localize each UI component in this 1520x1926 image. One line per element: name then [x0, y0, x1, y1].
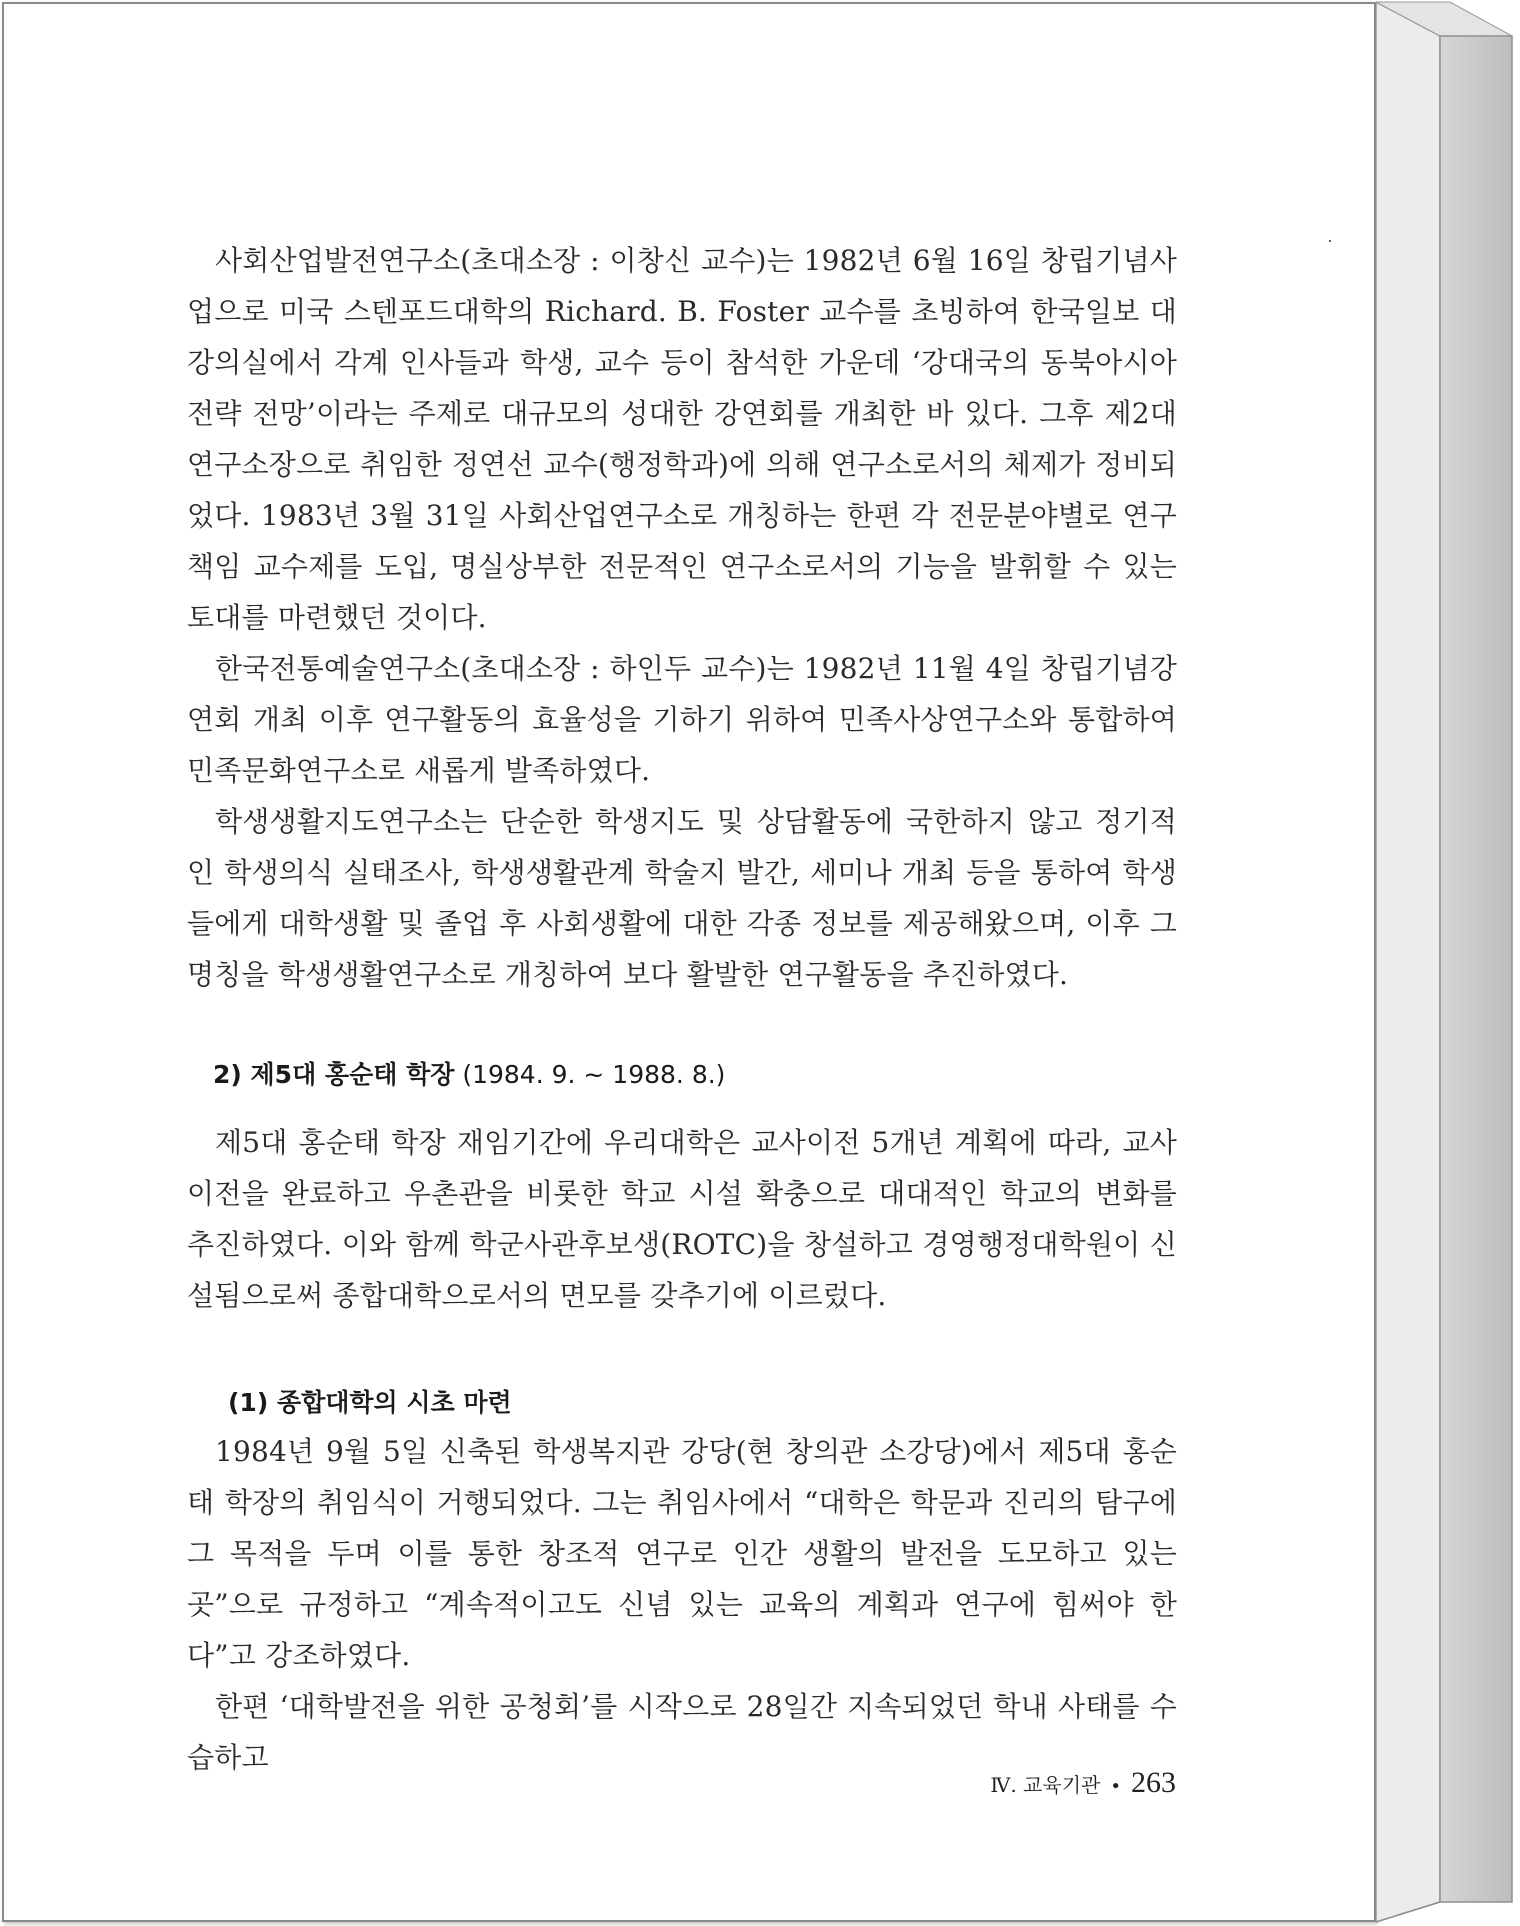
subheading-title: (1) 종합대학의 시초 마련: [228, 1388, 512, 1417]
book-spine: [1376, 0, 1516, 1926]
paragraph-student-life-institute: 학생생활지도연구소는 단순한 학생지도 및 상담활동에 국한하지 않고 정기적인 학생의식 실태조사, 학생생활관계 학술지 발간, 세미나 개최 등을 통하여 학생들에게 대학생활 및 졸업 후 사회생활에 대한 각종 정보를 제공해왔으며, 이후 그 명칭을 학생생활연구소로 개칭하여 보다 활발한 연구활동을 추진하였다.: [187, 805, 1177, 991]
section-university-foundation: [187, 1426, 1177, 1783]
section-fifth-president: [187, 1117, 1177, 1321]
paragraph-public-hearing: 한편 ‘대학발전을 위한 공청회’를 시작으로 28일간 지속되었던 학내 사태를 수습하고: [187, 1690, 1177, 1774]
heading-period: (1984. 9. ~ 1988. 8.): [454, 1060, 726, 1089]
subheading-university-foundation: [228, 1383, 512, 1419]
page-footer: [990, 1766, 1176, 1800]
page-number: 263: [1131, 1766, 1176, 1799]
heading-title: 2) 제5대 홍순태 학장: [213, 1060, 455, 1089]
paragraph-inauguration: 1984년 9월 5일 신축된 학생복지관 강당(현 창의관 소강당)에서 제5대 홍순태 학장의 취임식이 거행되었다. 그는 취임사에서 “대학은 학문과 진리의 탐구에 그 목적을 두며 이를 통한 창조적 연구로 인간 생활의 발전을 도모하고 있는 곳”으로 규정하고 “계속적이고도 신념 있는 교육의 계획과 연구에 힘써야 한다”고 강조하였다.: [187, 1435, 1177, 1672]
paragraph-traditional-arts-institute: 한국전통예술연구소(초대소장 : 하인두 교수)는 1982년 11월 4일 창립기념강연회 개최 이후 연구활동의 효율성을 기하기 위하여 민족사상연구소와 통합하여 민족문화연구소로 새롭게 발족하였다.: [187, 652, 1177, 787]
footer-chapter: Ⅳ. 교육기관: [990, 1773, 1101, 1797]
section-research-institutes: [187, 235, 1177, 1000]
scan-speck: [1329, 240, 1331, 242]
paragraph-social-industry-institute: 사회산업발전연구소(초대소장 : 이창신 교수)는 1982년 6월 16일 창립기념사업으로 미국 스텐포드대학의 Richard. B. Foster 교수를 초빙하여 한국일보 대강의실에서 각계 인사들과 학생, 교수 등이 참석한 가운데 ‘강대국의 동북아시아 전략 전망’이라는 주제로 대규모의 성대한 강연회를 개최한 바 있다. 그후 제2대 연구소장으로 취임한 정연선 교수(행정학과)에 의해 연구소로서의 체제가 정비되었다. 1983년 3월 31일 사회산업연구소로 개칭하는 한편 각 전문분야별로 연구책임 교수제를 도입, 명실상부한 전문적인 연구소로서의 기능을 발휘할 수 있는 토대를 마련했던 것이다.: [187, 244, 1177, 634]
paragraph-fifth-president-summary: 제5대 홍순태 학장 재임기간에 우리대학은 교사이전 5개년 계획에 따라, 교사 이전을 완료하고 우촌관을 비롯한 학교 시설 확충으로 대대적인 학교의 변화를 추진하였다. 이와 함께 학군사관후보생(ROTC)을 창설하고 경영행정대학원이 신설됨으로써 종합대학으로서의 면모를 갖추기에 이르렀다.: [187, 1126, 1177, 1312]
footer-bullet: •: [1110, 1776, 1121, 1797]
heading-fifth-president: [213, 1055, 725, 1091]
